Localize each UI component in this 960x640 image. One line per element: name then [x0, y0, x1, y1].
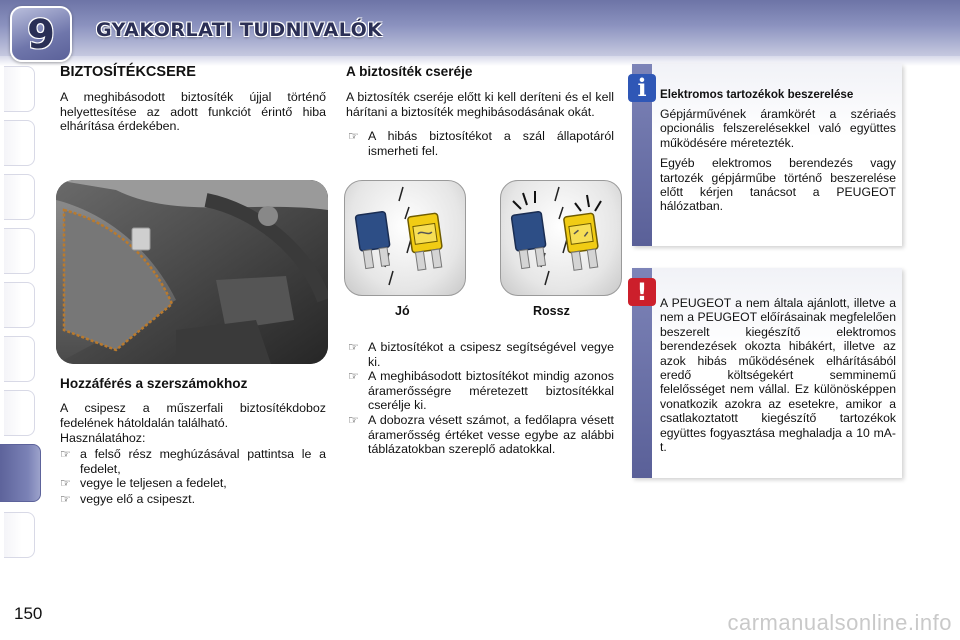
list-item: ☞ A meghibásodott biztosítékot mindig azonos áramerősségre méretezett biztosítékkal cserélje ki.: [348, 369, 614, 413]
warning-box: [632, 268, 902, 478]
chapter-rail-tab[interactable]: [4, 390, 35, 436]
watermark: carmanualsonline.info: [727, 610, 952, 635]
chapter-rail-tab[interactable]: [4, 282, 35, 328]
chapter-rail-tab[interactable]: [4, 336, 35, 382]
chapter-rail-tab-active[interactable]: [0, 444, 41, 502]
access-text: A csipesz a műszerfali biztosítékdoboz fedelének hátoldalán található.: [60, 401, 326, 430]
section-title-fuse-replacement: BIZTOSÍTÉKCSERE: [60, 64, 196, 80]
list-item: ☞ A hibás biztosítékot a szál állapotáról ismerheti fel.: [348, 129, 614, 158]
hand-pointer-icon: ☞: [60, 492, 71, 506]
usage-label: Használatához:: [60, 431, 146, 445]
chapter-tab: [10, 6, 72, 62]
hand-pointer-icon: ☞: [60, 447, 71, 461]
list-item: ☞ A dobozra vésett számot, a fedőlapra vésett áramerősség értéket vesse egybe az alábbi táblázatokban szereplő adatokkal.: [348, 413, 614, 457]
intro-text: A meghibásodott biztosíték újjal történő helyettesítése az adott funkciót érintő hiba elhárítása érdekében.: [60, 90, 326, 134]
fuse-bad-illustration: [500, 180, 622, 296]
fuse-bad-label: Rossz: [533, 304, 570, 318]
list-item: ☞ vegye le teljesen a fedelet,: [60, 476, 227, 490]
hand-pointer-icon: ☞: [348, 340, 359, 354]
fuse-change-intro: A biztosíték cseréje előtt ki kell deríteni és el kell hárítani a biztosíték meghibásodásának okát.: [346, 90, 614, 119]
info-box: [632, 64, 902, 246]
warning-box-text: A PEUGEOT a nem általa ajánlott, illetve a nem a PEUGEOT előírásainak megfelelően beszerelt kiegészítő elektromos berendezések okozta hibákért, illetve az azok hibás működésének elhárításából eredő költségekért semminemű felelősséget nem vállal. Ez különösképpen vonatkozik azokra az esetekre, amikor a csatlakoztatott kiegészítő tartozékok együttes fogyasztása meghaladja a 10 mA-t.: [660, 296, 896, 455]
page-number: 150: [14, 604, 43, 623]
chapter-number: 9: [27, 12, 55, 58]
list-item: ☞ a felső rész meghúzásával pattintsa le a fedelet,: [60, 447, 326, 476]
list-item: ☞ vegye elő a csipeszt.: [60, 492, 196, 506]
page-title: GYAKORLATI TUDNIVALÓK: [96, 19, 383, 41]
info-box-title: Elektromos tartozékok beszerelése: [660, 88, 854, 101]
hand-pointer-icon: ☞: [60, 476, 71, 490]
hand-pointer-icon: ☞: [348, 369, 359, 383]
dashboard-illustration: [56, 180, 328, 364]
chapter-rail-tab[interactable]: [4, 120, 35, 166]
chapter-rail-tab[interactable]: [4, 66, 35, 112]
chapter-rail: [0, 66, 40, 576]
list-item: ☞ A biztosítékot a csipesz segítségével vegye ki.: [348, 340, 614, 369]
info-box-paragraph: Gépjárművének áramkörét a szériaés opcionális felszerelésekkel való együttes működésére méretezték.: [660, 107, 896, 150]
dashboard-photo: [56, 180, 328, 364]
chapter-rail-tab[interactable]: [4, 512, 35, 558]
info-box-content: [660, 88, 896, 214]
fuse-good-illustration: [344, 180, 466, 296]
section-title-fuse-change: A biztosíték cseréje: [346, 64, 473, 79]
chapter-rail-tab[interactable]: [4, 228, 35, 274]
fuse-good-label: Jó: [395, 304, 410, 318]
hand-pointer-icon: ☞: [348, 413, 359, 427]
exclamation-icon: !: [628, 278, 656, 306]
info-icon: i: [628, 74, 656, 102]
info-box-paragraph: Egyéb elektromos berendezés vagy tartozék gépjárműbe történő beszerelése előtt kérjen tanácsot a PEUGEOT hálózatban.: [660, 156, 896, 214]
section-title-tool-access: Hozzáférés a szerszámokhoz: [60, 376, 248, 391]
chapter-rail-tab[interactable]: [4, 174, 35, 220]
hand-pointer-icon: ☞: [348, 129, 359, 143]
